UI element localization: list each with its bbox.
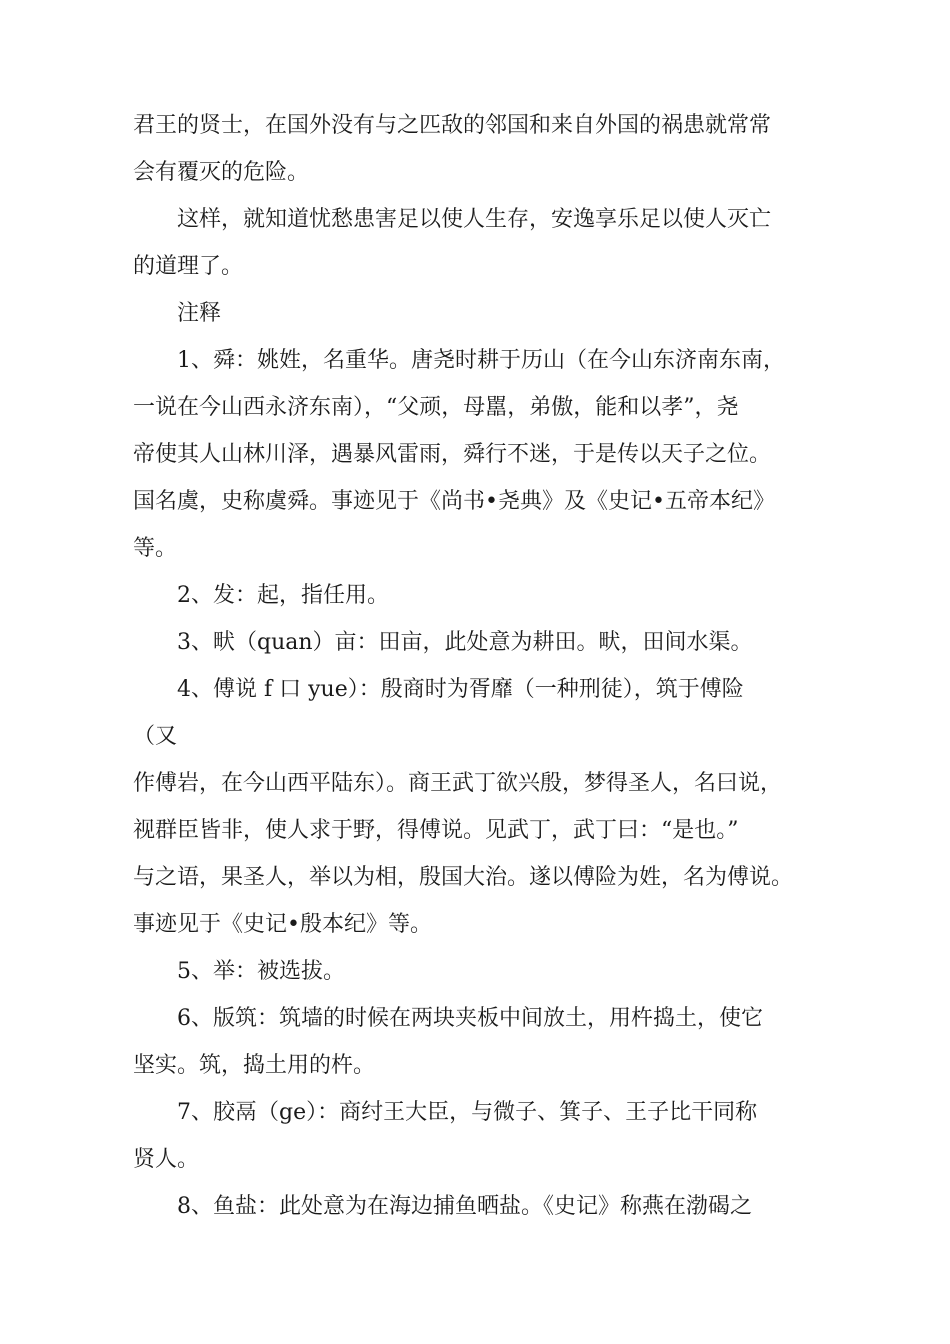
note-line: 8、鱼盐：此处意为在海边捕鱼晒盐。《史记》称燕在渤碣之	[177, 1194, 752, 1219]
note-line: 3、畎（quan）亩：田亩，此处意为耕田。畎，田间水渠。	[177, 630, 753, 655]
text-line: 帝使其人山林川泽，遇暴风雷雨，舜行不迷，于是传以天子之位。	[133, 442, 772, 467]
note-line: 2、发：起，指任用。	[177, 583, 389, 608]
note-line: 7、胶鬲（ge）：商纣王大臣，与微子、箕子、王子比干同称	[177, 1100, 758, 1125]
text-line: 君王的贤士，在国外没有与之匹敌的邻国和来自外国的祸患就常常	[133, 113, 772, 138]
text-line: 与之语，果圣人，举以为相，殷国大治。遂以傅险为姓，名为傅说。	[133, 865, 794, 890]
note-line: 6、版筑：筑墙的时候在两块夹板中间放土，用杵捣土，使它	[177, 1006, 763, 1031]
text-line: 等。	[133, 536, 178, 561]
text-line: 贤人。	[133, 1147, 200, 1172]
note-line: 1、舜：姚姓，名重华。唐尧时耕于历山（在今山东济南东南，	[177, 348, 785, 373]
text-line: 会有覆灭的危险。	[133, 160, 310, 185]
note-line: 4、傅说 f 口 yue）：殷商时为胥靡（一种刑徒），筑于傅险	[177, 677, 744, 702]
text-line: 坚实。筑，捣土用的杵。	[133, 1053, 376, 1078]
section-heading: 注释	[177, 301, 222, 326]
note-line: 5、举：被选拔。	[177, 959, 345, 984]
text-line: 事迹见于《史记•殷本纪》等。	[133, 912, 432, 937]
text-line: 作傅岩，在今山西平陆东）。商王武丁欲兴殷，梦得圣人，名曰说，	[133, 771, 783, 796]
text-line: 的道理了。	[133, 254, 244, 279]
text-line: 国名虞，史称虞舜。事迹见于《尚书•尧典》及《史记•五帝本纪》	[133, 489, 775, 514]
text-line: 一说在今山西永济东南），“父顽，母嚚，弟傲，能和以孝”，尧	[133, 395, 739, 420]
text-line: 视群臣皆非，使人求于野，得傅说。见武丁，武丁曰：“是也。”	[133, 818, 739, 843]
text-line: （又	[133, 724, 178, 749]
paragraph-line: 这样，就知道忧愁患害足以使人生存，安逸享乐足以使人灭亡	[177, 207, 772, 232]
document-text	[133, 102, 833, 1230]
